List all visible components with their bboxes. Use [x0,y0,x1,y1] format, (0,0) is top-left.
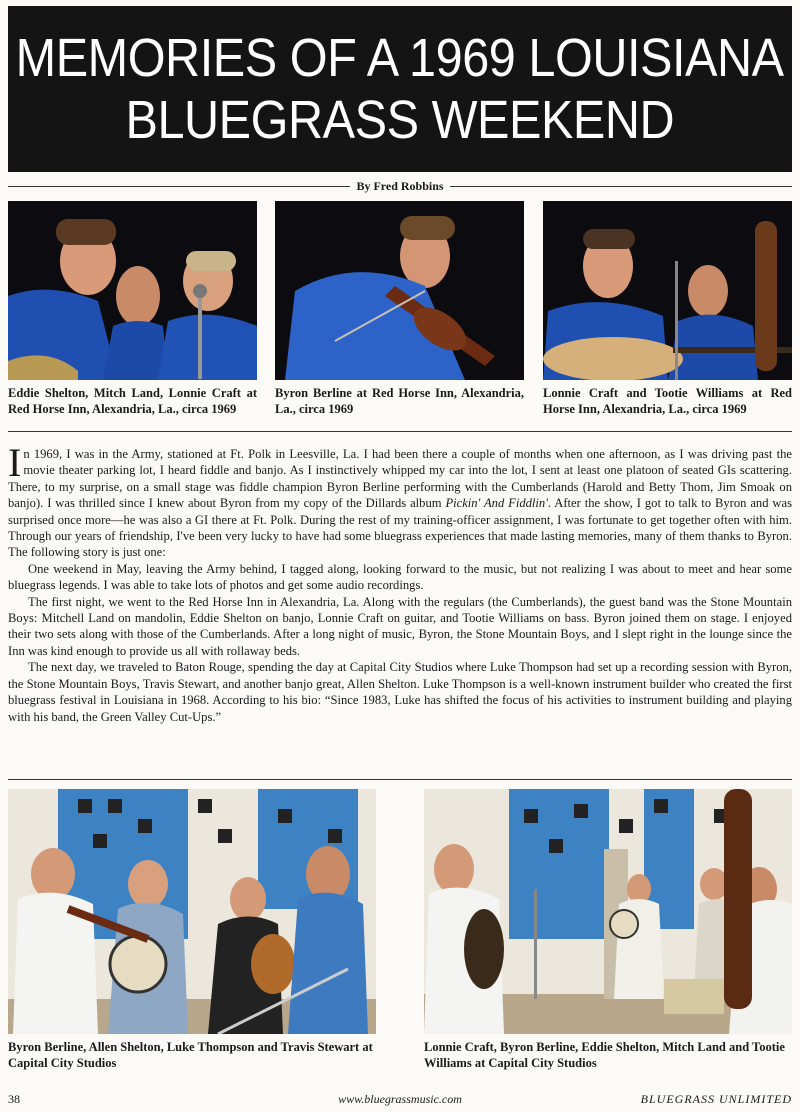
divider [450,186,792,187]
magazine-name: BLUEGRASS UNLIMITED [640,1092,792,1106]
divider [8,186,350,187]
photo-craft-williams [543,201,792,380]
photo-studio-four [8,789,376,1034]
paragraph: In 1969, I was in the Army, stationed at Ft. Polk in Leesville, La. I had been there a couple of months when one afternoon, as I was driving past the movie theater parking lot, I heard fiddle and banjo. As I instinctively whipped my car into the lot, I sent at least one platoon of seated GIs scattering. There, to my surprise, on a small stage was fiddle champion Byron Berline performing with the Cumberlands (Harold and Betty Thom, Jim Smoak on banjo). I was thrilled since I knew about Byron from my copy of the Dillards album Pickin' And Fiddlin'. After the show, I got to talk to Byron and was surprised once more—he was also a GI there at Ft. Polk. During the rest of my training-officer assignment, I was fortunate to get together often with him. Through our years of friendship, I've been very lucky to have had some bluegrass experiences that made lasting memories, many of them thanks to Byron. The following story is just one: [8,440,792,560]
photo-caption: Byron Berline, Allen Shelton, Luke Thompson and Travis Stewart at Capital City Studios [8,1040,373,1070]
paragraph: The first night, we went to the Red Horse Inn in Alexandria, La. Along with the regulars (the Cumberlands), the guest band was the Stone Mountain Boys: Mitchell Land on mandolin, Eddie Shelton on banjo, Lonnie Craft on guitar, and Tootie Williams on bass. Byron joined them on stage. I enjoyed their two sets along with those of the Cumberlands. After a long night of music, Byron, the Stone Mountain Boys, and I slept right in the lounge since the Inn was kind enough to provide us all with rollaway beds. [8,594,792,658]
paragraph: The next day, we traveled to Baton Rouge, spending the day at Capital City Studios where Luke Thompson had set up a recording session with Byron, the Stone Mountain Boys, Travis Stewart, and another banjo great, Allen Shelton. Luke Thompson is a well-known instrument builder who created the first bluegrass festival in Louisiana in 1968. According to his bio: “Since 1983, Luke has shifted the focus of his activities to instrument building and playing with his band, the Green Valley Cut-Ups.” [8,660,792,724]
divider [8,779,792,780]
dropcap: I [8,440,22,485]
byline-row [8,178,792,194]
website-link[interactable]: www.bluegrassmusic.com [338,1092,462,1106]
page-footer [8,1092,792,1108]
album-title: Pickin' And Fiddlin' [445,496,548,511]
title-banner [8,6,792,172]
photo-caption: Lonnie Craft, Byron Berline, Eddie Shelton, Mitch Land and Tootie Williams at Capital City Studios [424,1040,785,1070]
paragraph: One weekend in May, leaving the Army behind, I tagged along, looking forward to the music, but not realizing I was about to meet and hear some bluegrass legends. I was able to take lots of photos and get some audio recordings. [8,561,792,593]
divider [8,431,792,432]
photo-berline-fiddle [275,201,524,380]
byline: By Fred Robbins [356,178,444,193]
photo-caption: Eddie Shelton, Mitch Land, Lonnie Craft at Red Horse Inn, Alexandria, La., circa 1969 [8,386,257,416]
page-number: 38 [8,1092,20,1106]
title-line-2: BLUEGRASS WEEKEND [125,90,675,150]
photo-caption: Lonnie Craft and Tootie Williams at Red Horse Inn, Alexandria, La., circa 1969 [543,386,792,416]
photo-red-horse-trio [8,201,257,380]
title-line-1: MEMORIES OF A 1969 LOUISIANA [16,28,784,88]
photo-caption: Byron Berline at Red Horse Inn, Alexandria, La., circa 1969 [275,386,524,416]
photo-studio-five [424,789,792,1034]
article-body [8,440,792,725]
